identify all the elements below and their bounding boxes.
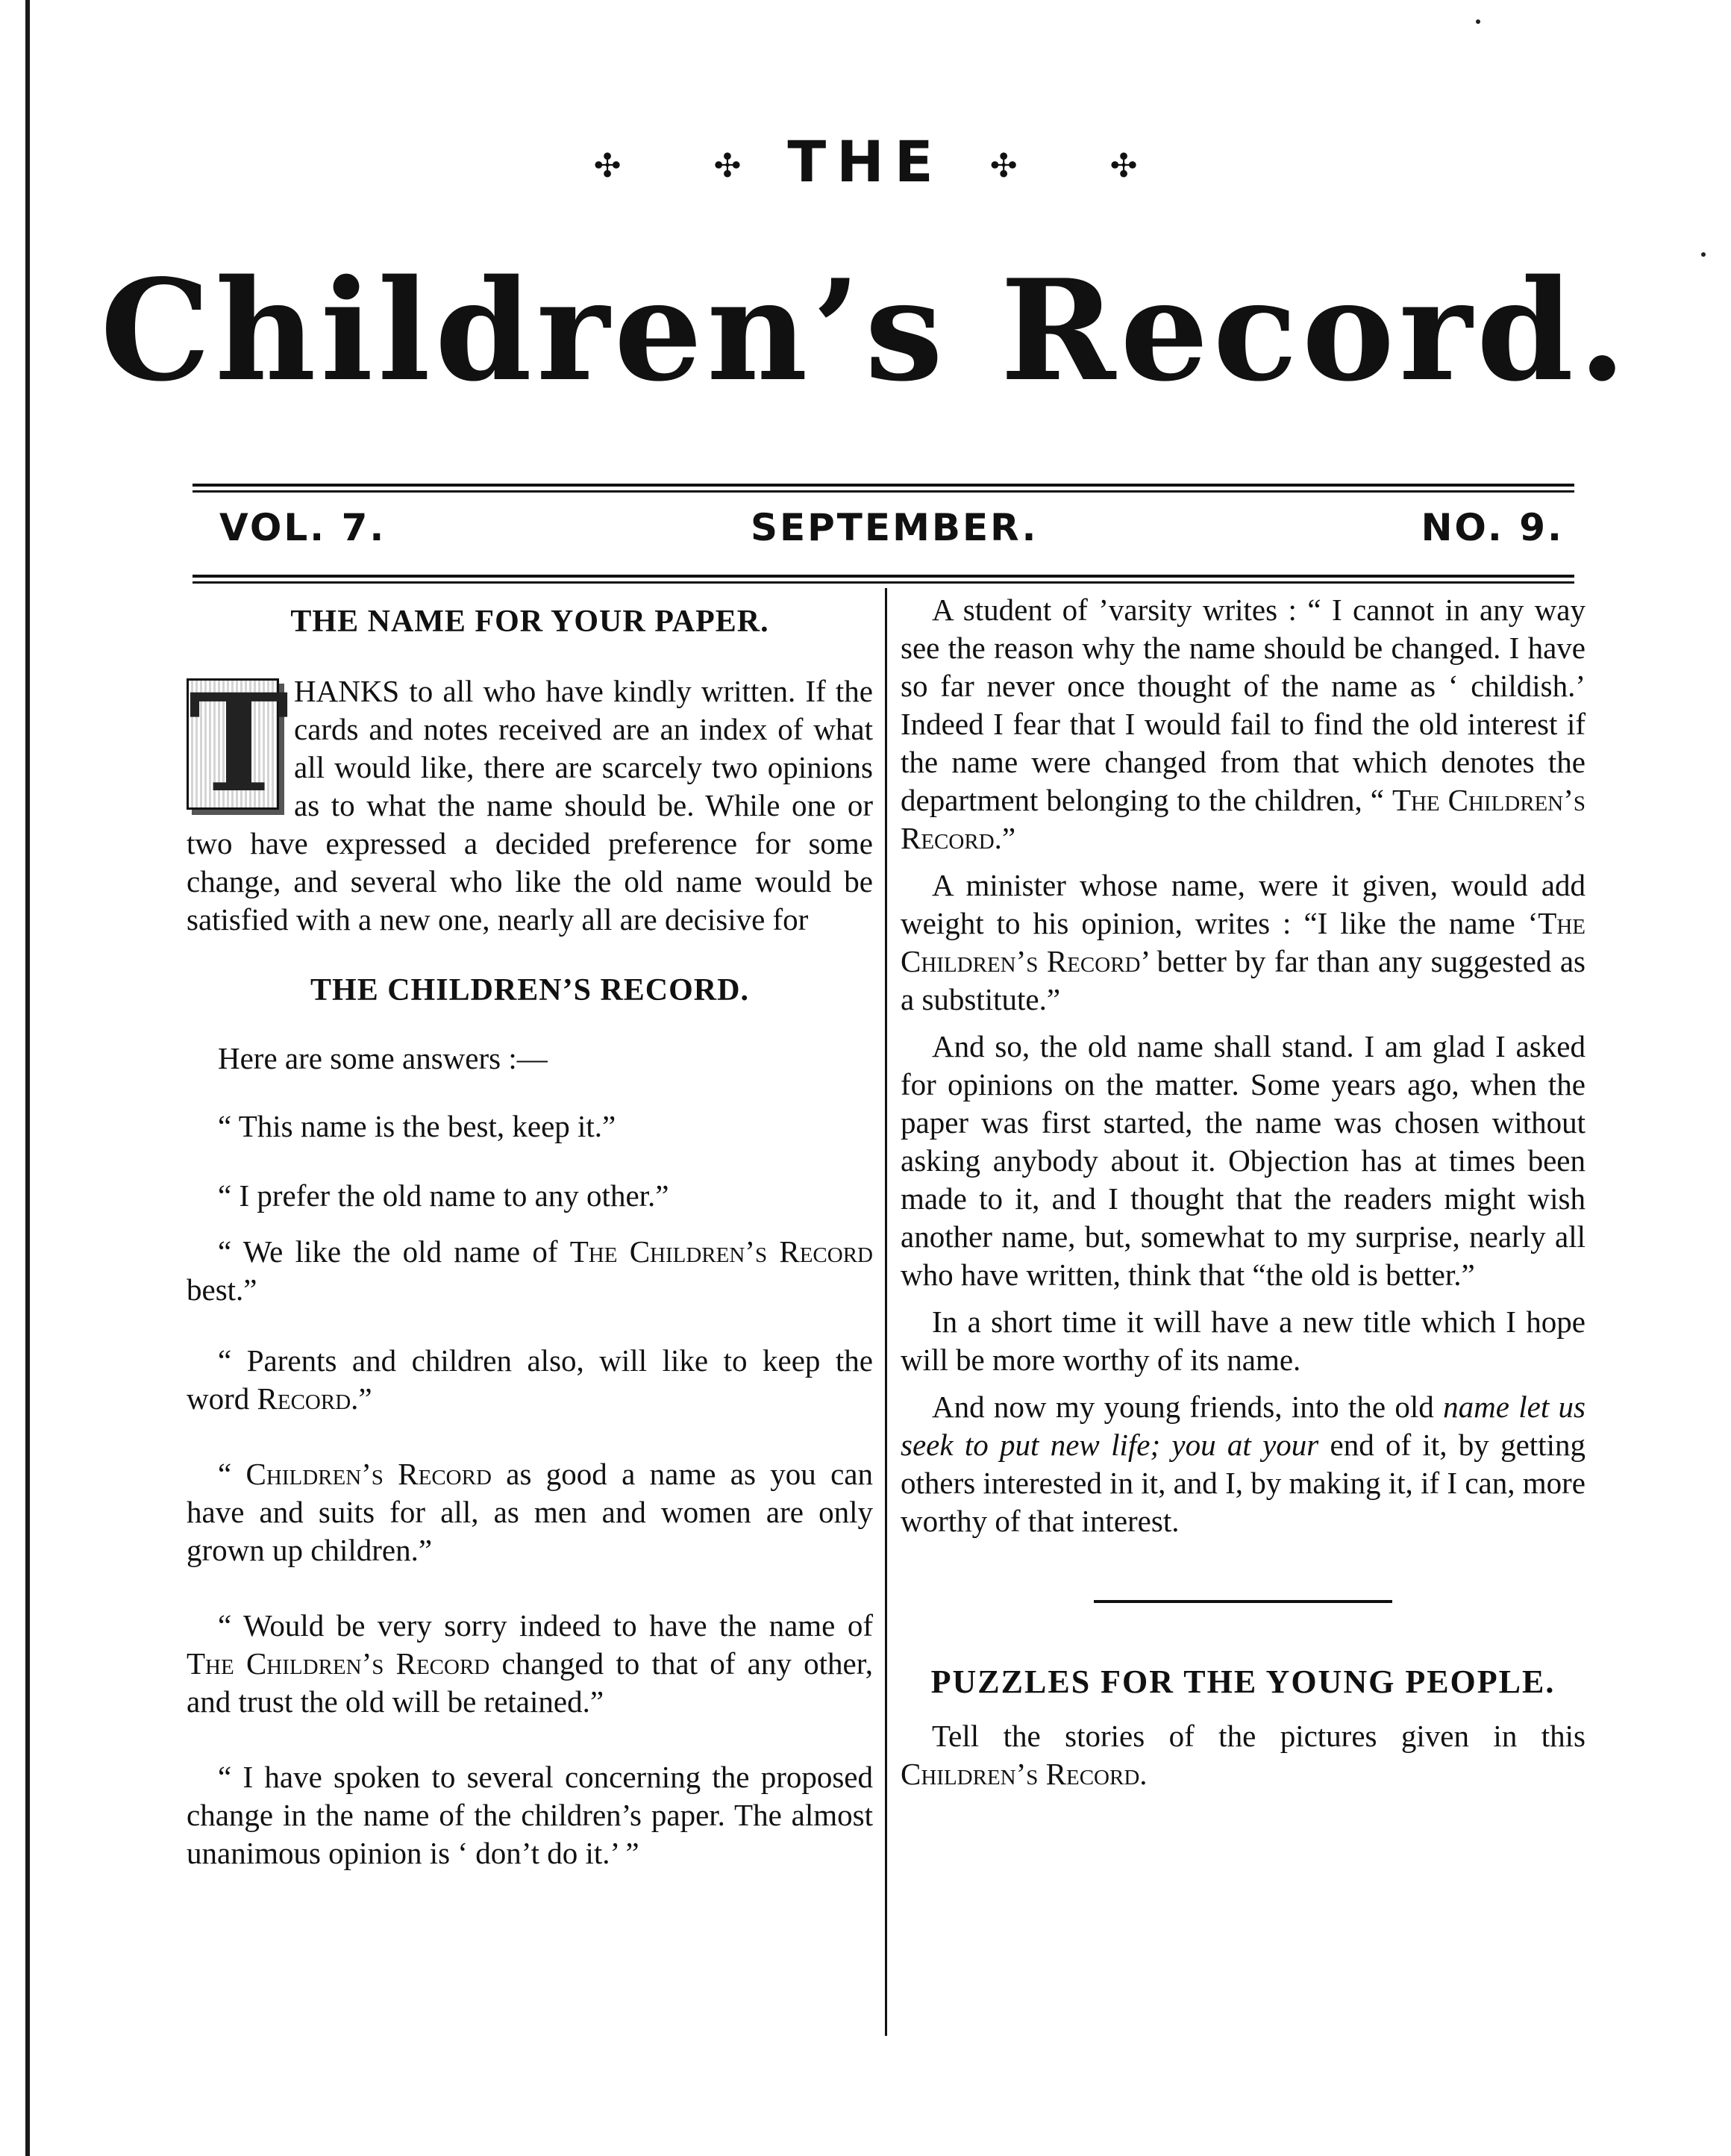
quote-3-title: The Children’s Record <box>569 1234 873 1269</box>
quote-3-end: best.” <box>187 1272 257 1307</box>
section-rule <box>1094 1600 1392 1603</box>
puzzles-paragraph <box>901 1717 1586 1793</box>
student-text: A student of ’varsity writes : “ I cannot in any way see the reason why the name should be changed. I have so far never once thought of the name as ‘ childish.’ Indeed I fear that I would fail to find the old interest if the name were changed from that which denotes the department belonging to the children, “ <box>901 593 1586 817</box>
volume-label: VOL. 7. <box>219 506 386 549</box>
answers-intro: Here are some answers :— <box>218 1041 548 1075</box>
rule-bottom <box>192 575 1574 584</box>
quote-3-text: “ We like the old name of <box>218 1234 570 1269</box>
quote-3 <box>187 1233 873 1309</box>
number-label: NO. 9. <box>1421 506 1564 549</box>
puzzles-heading: PUZZLES FOR THE YOUNG PEOPLE. <box>930 1663 1556 1700</box>
puzzles-end: . <box>1139 1757 1148 1791</box>
quote-5-text: as good a name as you can have and suits for all, as men and women are only grown up children.” <box>187 1457 874 1567</box>
column-divider <box>885 588 887 2036</box>
minister-paragraph <box>901 866 1586 1019</box>
new-title-paragraph: In a short time it will have a new title which I hope will be more worthy of its name. <box>901 1304 1586 1377</box>
quote-6-end: changed to that of any other, and trust the old will be retained.” <box>187 1646 873 1719</box>
name-stands-paragraph: And so, the old name shall stand. I am glad I asked for opinions on the matter. Some years ago, when the paper was first started, the name was chosen without asking anybody about it. Objection has at times been made to it, and I thought that the readers might wish another name, but, somewhat to my surprise, nearly all who have written, think that “the old is better.” <box>901 1029 1586 1292</box>
closing-end: end of it, by getting others interested in it, and I, by making it, if I can, more worthy of that interest. <box>901 1428 1586 1538</box>
quote-6-title: The Children’s Record <box>187 1646 490 1681</box>
ornament-icon: ✣ <box>989 146 1018 185</box>
quote-1: “ This name is the best, keep it.” <box>218 1109 616 1143</box>
article-heading: THE NAME FOR YOUR PAPER. <box>290 604 769 639</box>
speck <box>1701 252 1706 257</box>
quote-6 <box>187 1607 873 1721</box>
quote-4-text: “ Parents and children also, will like to keep the word <box>187 1343 873 1416</box>
rule-top <box>192 484 1574 493</box>
ornament-icon: ✣ <box>593 146 622 185</box>
student-title: The Children’s Record <box>901 783 1586 855</box>
quote-6-text: “ Would be very sorry indeed to have the name of <box>218 1608 873 1643</box>
minister-text: A minister whose name, were it given, would add weight to his opinion, writes : “I like the name ‘ <box>901 868 1586 940</box>
masthead-the <box>0 128 1731 195</box>
minister-title: The Children’s Record <box>901 906 1586 978</box>
closing-italic: name let us seek to put new life; you at your <box>901 1390 1586 1462</box>
right-column <box>901 591 1586 1793</box>
quote-4-title: Record <box>257 1381 351 1416</box>
dropcap-letter: T <box>187 678 279 810</box>
speck <box>1476 19 1480 24</box>
intro-paragraph <box>187 665 873 939</box>
article-subheading: THE CHILDREN’S RECORD. <box>310 973 749 1007</box>
ornament-icon: ✣ <box>1109 146 1138 185</box>
quote-4 <box>187 1342 873 1418</box>
closing-text: And now my young friends, into the old <box>932 1390 1444 1424</box>
quote-2: “ I prefer the old name to any other.” <box>218 1178 669 1213</box>
puzzles-title: Children’s Record <box>901 1757 1140 1791</box>
quote-5-title: Children’s Record <box>245 1457 492 1491</box>
closing-paragraph <box>901 1388 1586 1540</box>
student-paragraph <box>901 591 1586 857</box>
puzzles-text: Tell the stories of the pictures given in this <box>932 1719 1586 1753</box>
intro-text: HANKS to all who have kindly written. If the cards and notes received are an index of what all would like, there are scarcely two opinions as to what the name should be. While one or two have expressed a decided preference for some change, and several who like the old name would be satisfied with a new one, nearly all are decisive for <box>187 674 873 937</box>
left-column <box>187 591 873 1872</box>
quote-7: “ I have spoken to several concerning the proposed change in the name of the children’s paper. The almost unanimous opinion is ‘ don’t do it.’ ” <box>187 1760 873 1870</box>
masthead-the-text: THE <box>787 128 944 195</box>
ornament-icon: ✣ <box>713 146 742 185</box>
month-label: SEPTEMBER. <box>751 506 1039 549</box>
masthead-title: Children’s Record. <box>100 249 1631 412</box>
student-end: .” <box>994 821 1016 855</box>
minister-end: ’ better by far than any suggested as a substitute.” <box>901 944 1586 1016</box>
quote-5-open: “ <box>218 1457 246 1491</box>
quote-5 <box>187 1455 873 1569</box>
quote-4-end: .” <box>351 1381 372 1416</box>
